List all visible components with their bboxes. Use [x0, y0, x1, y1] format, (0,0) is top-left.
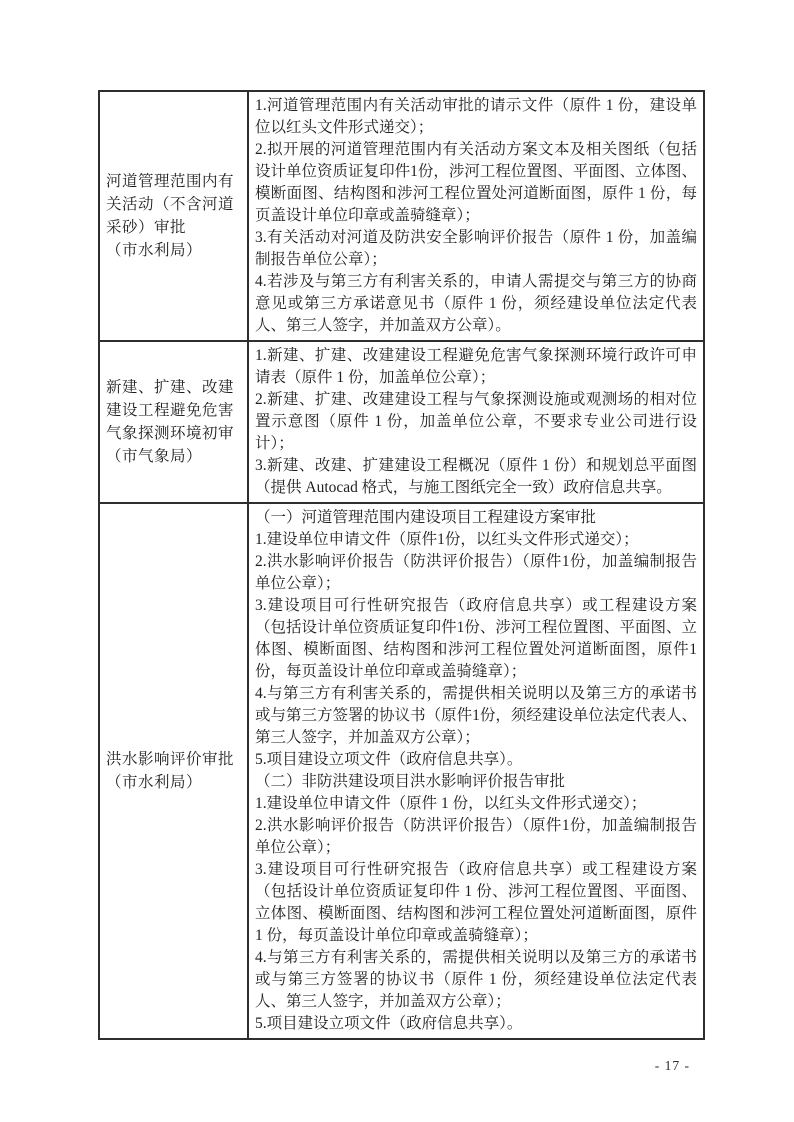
requirement-item: 3.建设项目可行性研究报告（政府信息共享）或工程建设方案（包括设计单位资质证复印件1份、涉河工程位置图、平面图、立体图、模断面图、结构图和涉河工程位置处河道断面图，原件1份，每页盖设计单位印章或盖骑缝章）；	[255, 597, 697, 680]
requirement-item: 1.建设单位申请文件（原件1份，以红头文件形式递交）；	[255, 531, 639, 548]
approval-item-name: 洪水影响评价审批	[106, 751, 235, 768]
requirement-item: 4.与第三方有利害关系的，需提供相关说明以及第三方的承诺书或与第三方签署的协议书（原件1份，须经建设单位法定代表人、第三人签字，并加盖双方公章）；	[255, 685, 697, 746]
approval-agency: （市气象局）	[106, 448, 203, 465]
page-number: - 17 -	[654, 1058, 690, 1073]
category-cell	[99, 341, 248, 503]
category-cell	[99, 503, 248, 1039]
requirement-item: 2.新建、扩建、改建建设工程与气象探测设施或观测场的相对位置示意图（原件 1 份，加盖单位公章，不要求专业公司进行设计）；	[255, 391, 697, 452]
section-heading: （二）非防洪建设项目洪水影响评价报告审批	[255, 773, 566, 790]
category-cell	[99, 91, 248, 341]
requirement-item: 1.河道管理范围内有关活动审批的请示文件（原件 1 份，建设单位以红头文件形式递交）；	[255, 97, 697, 136]
requirement-item: 2.拟开展的河道管理范围内有关活动方案文本及相关图纸（包括设计单位资质证复印件1份，涉河工程位置图、平面图、立体图、模断面图、结构图和涉河工程位置处河道断面图，原件 1 份，每页盖设计单位印章或盖骑缝章）；	[255, 141, 697, 224]
section-heading: （一）河道管理范围内建设项目工程建设方案审批	[255, 509, 597, 526]
approval-item-name: 河道管理范围内有关活动（不含河道采砂）审批	[106, 173, 235, 236]
requirements-cell	[248, 341, 704, 503]
requirement-item: 2.洪水影响评价报告（防洪评价报告）（原件1份，加盖编制报告单位公章）；	[255, 553, 697, 592]
approval-requirements-table	[98, 90, 705, 1040]
requirement-item: 4.与第三方有利害关系的，需提供相关说明以及第三方的承诺书或与第三方签署的协议书（原件 1 份，须经建设单位法定代表人、第三人签字，并加盖双方公章）；	[255, 949, 697, 1010]
requirement-item: 2.洪水影响评价报告（防洪评价报告）（原件1份，加盖编制报告单位公章）；	[255, 817, 697, 856]
requirements-cell	[248, 91, 704, 341]
requirement-item: 5.项目建设立项文件（政府信息共享）。	[255, 1015, 523, 1032]
requirement-item: 5.项目建设立项文件（政府信息共享）。	[255, 751, 523, 768]
approval-agency: （市水利局）	[106, 774, 203, 791]
requirement-item: 3.新建、改建、扩建建设工程概况（原件 1 份）和规划总平面图（提供 Autocad 格式，与施工图纸完全一致）政府信息共享。	[255, 457, 697, 496]
requirement-item: 3.有关活动对河道及防洪安全影响评价报告（原件 1 份，加盖编制报告单位公章）；	[255, 229, 697, 268]
requirement-item: 3.建设项目可行性研究报告（政府信息共享）或工程建设方案（包括设计单位资质证复印件 1 份、涉河工程位置图、平面图、立体图、模断面图、结构图和涉河工程位置处河道断面图，原件 1 份，每页盖设计单位印章或盖骑缝章）；	[255, 861, 697, 944]
table-row-meteorological-review	[99, 341, 704, 503]
table-row-flood-impact-approval	[99, 503, 704, 1039]
requirements-cell	[248, 503, 704, 1039]
approval-item-name: 新建、扩建、改建建设工程避免危害气象探测环境初审	[106, 379, 235, 442]
requirement-item: 1.新建、扩建、改建建设工程避免危害气象探测环境行政许可申请表（原件 1 份，加盖单位公章）；	[255, 347, 697, 386]
table-row-river-activities	[99, 91, 704, 341]
requirement-item: 1.建设单位申请文件（原件 1 份，以红头文件形式递交）；	[255, 795, 647, 812]
requirement-item: 4.若涉及与第三方有利害关系的，申请人需提交与第三方的协商意见或第三方承诺意见书（原件 1 份，须经建设单位法定代表人、第三人签字，并加盖双方公章）。	[255, 273, 697, 334]
approval-agency: （市水利局）	[106, 242, 203, 259]
